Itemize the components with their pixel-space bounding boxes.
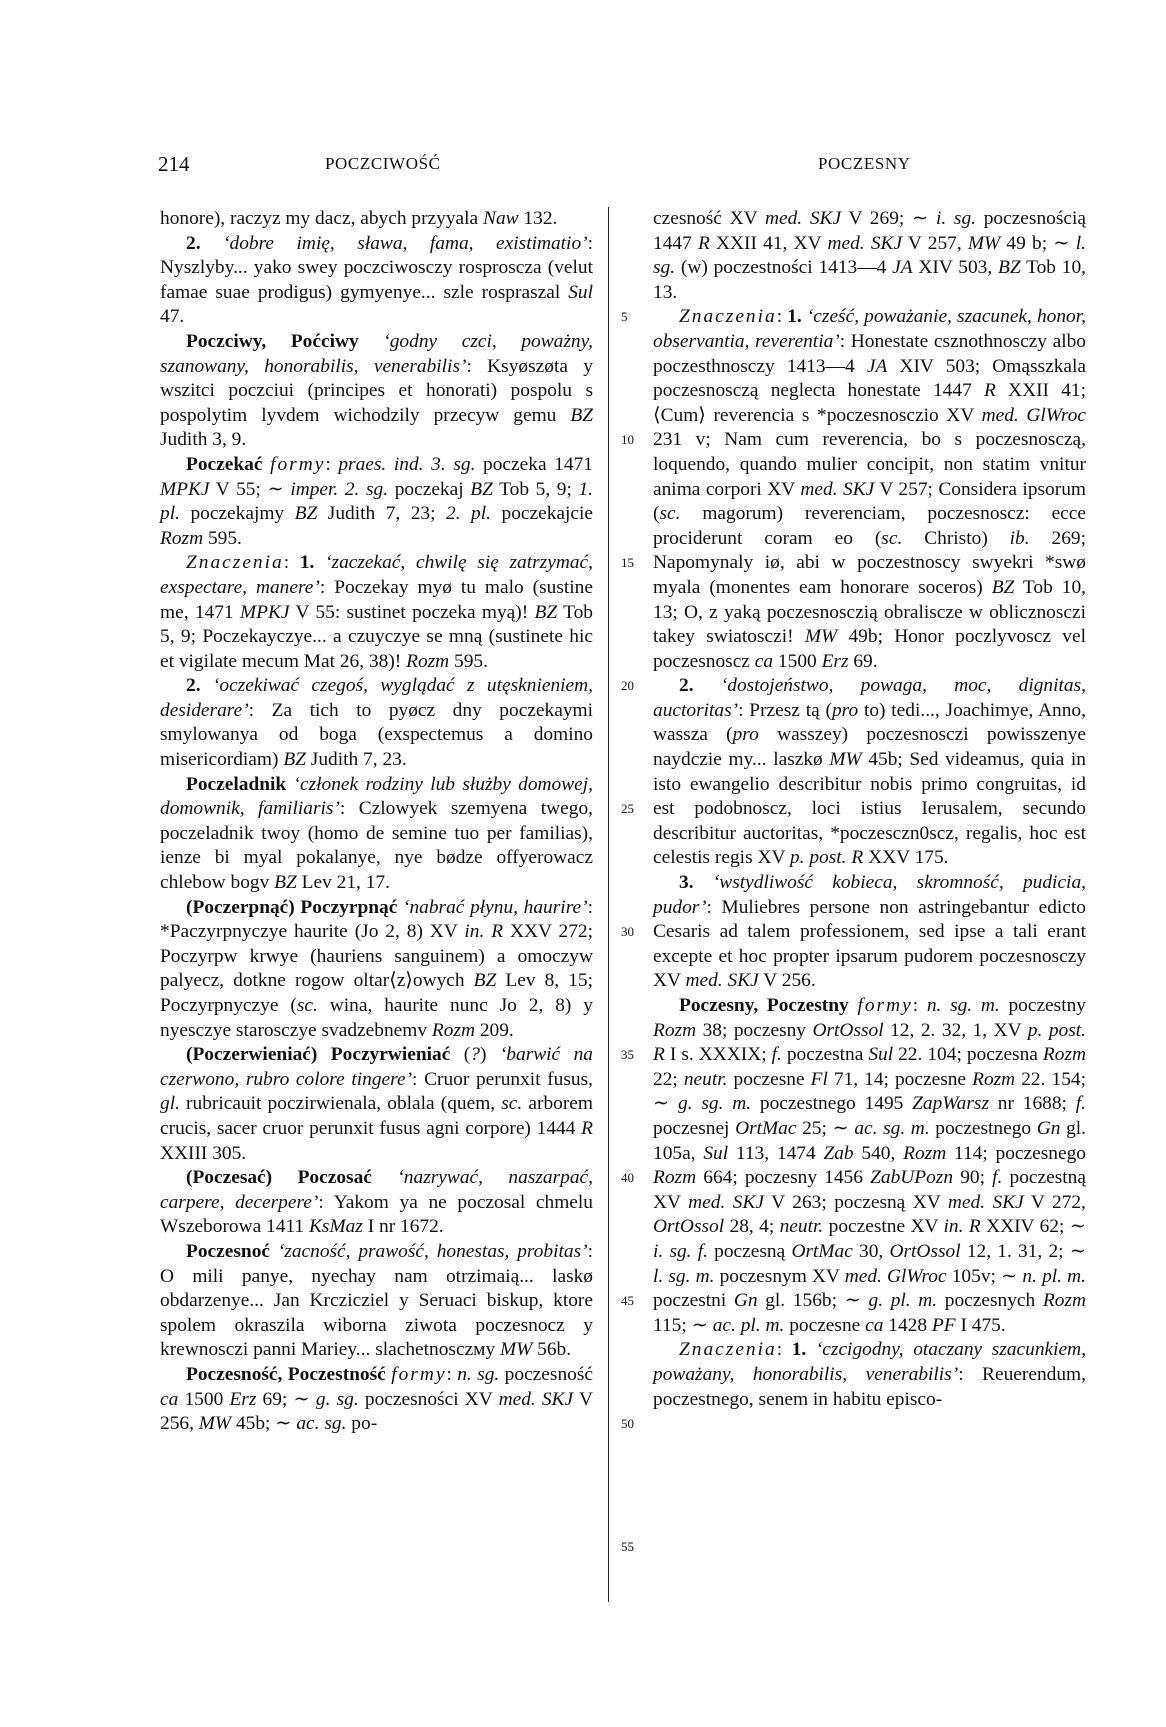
line-number: 5 bbox=[621, 309, 628, 325]
left_column-entry: (Poczerwieniać) Poczyrwieniać (?) ‘barwić na czerwono, rubro colore tingere’: Cruor perunxit fusus, gl. rubricauit poczirwienala, oblala (quem, sc. arborem crucis, sacer cruor perunxit fusus agni corpore) 1444 R XXIII 305. bbox=[160, 1044, 594, 1164]
left_column-entry: 2. ‘dobre imię, sława, fama, existimatio’: Nyszlyby... yako swey poczciwosczy rosproscza (velut famae suae prodigus) gymyenye... szle rospraszal Sul 47. bbox=[160, 232, 593, 328]
line-number: 35 bbox=[621, 1047, 634, 1063]
left_column-entry: (Poczesać) Poczosać ‘nazrywać, naszarpać, carpere, decerpere’: Yakom ya ne poczosal chmelu Wszeborowa 1411 KsMaz I nr 1672. bbox=[160, 1167, 593, 1238]
line-number: 55 bbox=[621, 1539, 634, 1555]
right-column bbox=[653, 207, 1086, 1412]
line-number: 10 bbox=[621, 432, 634, 448]
right_column-entry: czesność XV med. SKJ V 269; ∼ i. sg. poczesnością 1447 R XXII 41, XV med. SKJ V 257, MW 49 b; ∼ l. sg. (w) poczestności 1413—4 JA XIV 503, BZ Tob 10, 13. bbox=[653, 208, 1087, 303]
left_column-entry: Poczesność, Poczestność formy: n. sg. poczesność ca 1500 Erz 69; ∼ g. sg. poczesności XV med. SKJ V 256, MW 45b; ∼ ac. sg. po- bbox=[160, 1363, 593, 1435]
line-number: 45 bbox=[621, 1293, 634, 1309]
running-head-left: POCZCIWOŚĆ bbox=[325, 154, 441, 173]
line-number: 20 bbox=[621, 678, 634, 694]
column-divider bbox=[608, 207, 609, 1602]
left_column-entry: Poczekać formy: praes. ind. 3. sg. poczeka 1471 MPKJ V 55; ∼ imper. 2. sg. poczekaj BZ Tob 5, 9; 1. pl. poczekajmy BZ Judith 7, 23; 2. pl. poczekajcie Rozm 595. bbox=[160, 453, 594, 549]
left_column-entry: Znaczenia: 1. ‘zaczekać, chwilę się zatrzymać, exspectare, manere’: Poczekay myø tu malo (sustine me, 1471 MPKJ V 55: sustinet poczeka myą)! BZ Tob 5, 9; Poczekayczye... a czuyczye se mną (sustinete hic et vigilate mecum Mat 26, 38)! Rozm 595. bbox=[160, 552, 593, 672]
left_column-entry: 2. ‘oczekiwać czegoś, wyglądać z utęsknieniem, desiderare’: Za tich to pyøcz dny poczekaymi smylowanya od boga (exspectemus a domino misericordiam) BZ Judith 7, 23. bbox=[160, 675, 593, 771]
left_column-entry: Poczciwy, Pоćciwy ‘godny czci, poważny, szanowany, honorabilis, venerabilis’: Ksyøszøta y wszitci poczciui (principes et honorati) pospolu s pospolytim lyvdem wichodzily przecyw gemu BZ Judith 3, 9. bbox=[160, 330, 593, 451]
left_column-entry: (Poczerpnąć) Poczyrpnąć ‘nabrać płynu, haurire’: *Paczyrpnyczye haurite (Jo 2, 8) XV in. R XXV 272; Poczyrpw krwye (hauriens sanguinem) a omoczyw palyecz, dotkne rogow oltar⟨z⟩owych BZ Lev 8, 15; Poczyrpnyczye (sc. wina, haurite nunc Jo 2, 8) y nyesczye starosczye svadzebnemv Rozm 209. bbox=[160, 896, 594, 1041]
line-number: 50 bbox=[621, 1416, 634, 1432]
right_column-entry: 2. ‘dostojeństwo, powaga, moc, dignitas, auctoritas’: Przesz tą (pro to) tedi..., Joachimye, Anno, wassza (pro wasszey) poczesnosczi powisszenye naydczie my... laszkø MW 45b; Sed videamus, quia in isto ewangelio describitur nobis primo congruitas, id est podobnoscz, loci istius Ierusalem, secundo describitur auctoritas, *poczesczn0scz, regalis, hoc est celestis regis XV p. post. R XXV 175. bbox=[653, 675, 1086, 869]
left_column-entry: honore), raczyz my dacz, abych przyyala Naw 132. bbox=[160, 208, 558, 229]
right_column-entry: Poczesny, Poczestny formy: n. sg. m. poczestny Rozm 38; poczesny OrtOssol 12, 2. 32, 1, XV p. post. R I s. XXXIX; f. poczestna Sul 22. 104; poczesna Rozm 22; neutr. poczesne Fl 71, 14; poczesne Rozm 22. 154; ∼ g. sg. m. poczestnego 1495 ZapWarsz nr 1688; f. poczesnej OrtMac 25; ∼ ac. sg. m. poczestnego Gn gl. 105a, Sul 113, 1474 Zab 540, Rozm 114; poczesnego Rozm 664; poczesny 1456 ZabUPozn 90; f. poczestną XV med. SKJ V 263; poczesną XV med. SKJ V 272, OrtOssol 28, 4; neutr. poczestne XV in. R XXIV 62; ∼ i. sg. f. poczesną OrtMac 30, OrtOssol 12, 1. 31, 2; ∼ l. sg. m. poczesnym XV med. GlWroc 105v; ∼ n. pl. m. poczestni Gn gl. 156b; ∼ g. pl. m. poczesnych Rozm 115; ∼ ac. pl. m. poczesne ca 1428 PF I 475. bbox=[653, 995, 1087, 1336]
right_column-entry: Znaczenia: 1. ‘czcigodny, otaczany szacunkiem, poważany, honorabilis, venerabilis’: Reuerendum, poczestnego, senem in habitu episco- bbox=[653, 1339, 1086, 1410]
page-header bbox=[0, 152, 1166, 192]
right_column-entry: Znaczenia: 1. ‘cześć, poważanie, szacunek, honor, observantia, reverentia’: Honestate csznothnosczy albo poczesthnosczy 1413—4 JA XIV 503; Omąsszkala poczesnosczą neglecta honestate 1447 R XXII 41; ⟨Cum⟩ reverencia s *poczesnosczio XV med. GlWroc 231 v; Nam cum reverencia, bo s poczesnosczą, loquendo, quando mulier concipit, non statim vnitur anima corpori XV med. SKJ V 257; Considera ipsorum (sc. magorum) reverenciam, poczesnoscz: ecce prociderunt coram eo (sc. Christo) ib. 269; Napomynaly iø, abi w poczestnoscy swyekri *swø myala (monentes eam honorare soceros) BZ Tob 10, 13; O, z yaką poczesnosczią obraliscze w oblicznosczi takey swiatosczi! MW 49b; Honor poczlyvoscz vel poczesnoscz ca 1500 Erz 69. bbox=[653, 306, 1086, 672]
page-number: 214 bbox=[158, 152, 190, 176]
left-column bbox=[160, 207, 593, 1437]
line-number: 30 bbox=[621, 924, 634, 940]
left_column-entry: Poczeladnik ‘członek rodziny lub służby domowej, domownik, familiaris’: Czlowyek szemyena twego, poczeladnik twoy (homo de semine tuo per familias), ienze bi myal pokalanye, nye bødze offyerowacz chlebow bogv BZ Lev 21, 17. bbox=[160, 773, 593, 894]
line-number: 15 bbox=[621, 555, 634, 571]
line-number: 25 bbox=[621, 801, 634, 817]
right_column-entry: 3. ‘wstydliwość kobieca, skromność, pudicia, pudor’: Muliebres persone non astringebantur edicto Cesaris ad talem professionem, sed ipse a tali erant excepte et hoc propter ipsarum pudorem poczesnosczy XV med. SKJ V 256. bbox=[653, 872, 1086, 992]
line-number: 40 bbox=[621, 1170, 634, 1186]
left_column-entry: Poczesnoć ‘zacność, prawość, honestas, probitas’: O mili panye, nyechay nam otrzimaią... laskø obdarzenye... Jan Krczicziel y Seruaci biskup, ktore spolem okraszila wiborna ziwota poczesnocz y krewnosczi panni Mariey... slachetnosczмy MW 56b. bbox=[160, 1240, 593, 1361]
running-head-right: POCZESNY bbox=[818, 154, 911, 173]
